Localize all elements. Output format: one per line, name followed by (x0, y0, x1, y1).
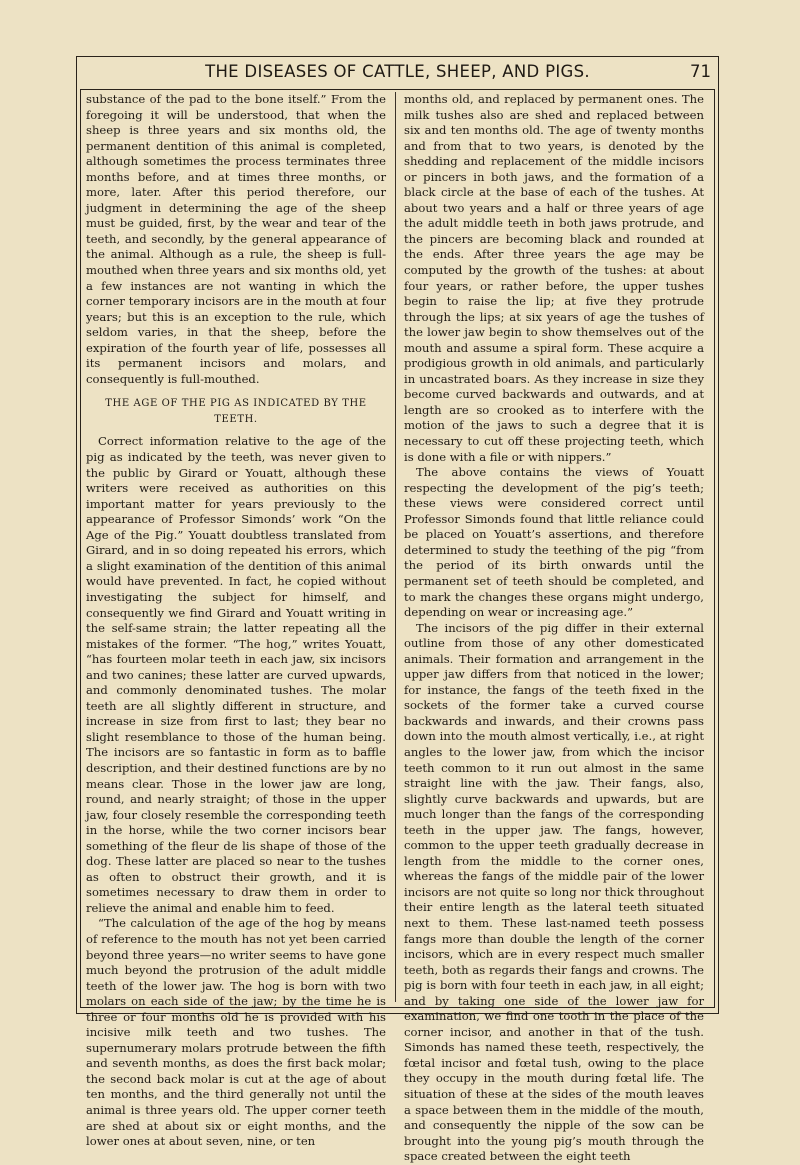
left-column (86, 92, 386, 1150)
running-head (80, 60, 715, 86)
paragraph: months old, and replaced by permanent ones. The milk tushes also are shed and replaced between six and ten months old. The age of twenty months and from that to two years, is denoted by the shedding and replacement of the middle incisors or pincers in both jaws, and the formation of a black circle at the base of each of the tushes. At about two years and a half or three years of age the adult middle teeth in both jaws protrude, and the pincers are becoming black and rounded at the ends. After three years the age may be computed by the growth of the tushes: at about four years, or rather before, the upper tushes begin to raise the lip; at five they protrude through the lips; at six years of age the tushes of the lower jaw begin to show themselves out of the mouth and assume a spiral form. These acquire a prodigious growth in old animals, and particularly in uncastrated boars. As they increase in size they become curved backwards and outwards, and at length are so crooked as to interfere with the motion of the jaws to such a degree that it is necessary to cut off these projecting teeth, which is done with a file or with nippers.” (404, 92, 704, 464)
right-column (404, 92, 704, 1165)
paragraph: Correct information relative to the age of the pig as indicated by the teeth, was never given to the public by Girard or Youatt, although these writers were received as authorities on this important matter for years previously to the appearance of Professor Simonds’ work “On the Age of the Pig.” Youatt doubtless translated from Girard, and in so doing repeated his errors, which a slight examination of the dentition of this animal would have prevented. In fact, he copied without investigating the subject for himself, and consequently we find Girard and Youatt writing in the self-same strain; the latter repeating all the mistakes of the former. “The hog,” writes Youatt, “has fourteen molar teeth in each jaw, six incisors and two canines; these latter are curved upwards, and commonly denominated tushes. The molar teeth are all slightly different in structure, and increase in size from first to last; they bear no slight resemblance to those of the human being. The incisors are so fantastic in form as to baffle description, and their destined functions are by no means clear. Those in the lower jaw are long, round, and nearly straight; of those in the upper jaw, four closely resemble the corresponding teeth in the horse, while the two corner incisors bear something of the fleur de lis shape of those of the dog. These latter are placed so near to the tushes as often to obstruct their growth, and it is sometimes necessary to draw them in order to relieve the animal and enable him to feed. (86, 434, 386, 915)
paragraph: “The calculation of the age of the hog by means of reference to the mouth has not yet been carried beyond three years—no writer seems to have gone much beyond the protrusion of the adult middle teeth of the lower jaw. The hog is born with two molars on each side of the jaw; by the time he is three or four months old he is provided with his incisive milk teeth and two tushes. The supernumerary molars protrude between the fifth and seventh months, as does the first back molar; the second back molar is cut at the age of about ten months, and the third generally not until the animal is three years old. The upper corner teeth are shed at about six or eight months, and the lower ones at about seven, nine, or ten (86, 916, 386, 1149)
paragraph: The incisors of the pig differ in their external outline from those of any other domesticated animals. Their formation and arrangement in the upper jaw differs from that noticed in the lower; for instance, the fangs of the teeth fixed in the sockets of the former take a curved course backwards and inwards, and their crowns pass down into the mouth almost vertically, i.e., at right angles to the lower jaw, from which the incisor teeth common to it run out almost in the same straight line with the jaw. Their fangs, also, slightly curve backwards and upwards, but are much longer than the fangs of the corresponding teeth in the upper jaw. The fangs, however, common to the upper teeth gradually decrease in length from the middle to the corner ones, whereas the fangs of the middle pair of the lower incisors are not quite so long nor thick throughout their entire length as the lateral teeth situated next to them. These last-named teeth possess fangs more than double the length of the corner incisors, which are in every respect much smaller teeth, both as regards their fangs and crowns. The pig is born with four teeth in each jaw, in all eight; and by taking one side of the lower jaw for examination, we find one tooth in the place of the corner incisor, and another in that of the tush. Simonds has named these teeth, respectively, the fœtal incisor and fœtal tush, owing to the place they occupy in the mouth during fœtal life. The situation of these at the sides of the mouth leaves a space between them in the middle of the mouth, and consequently the nipple of the sow can be brought into the young pig’s mouth through the space created between the eight teeth (404, 620, 704, 1164)
paragraph: The above contains the views of Youatt respecting the development of the pig’s teeth; these views were considered correct until Professor Simonds found that little reliance could be placed on Youatt’s assertions, and therefore determined to study the teething of the pig “from the period of its birth onwards until the permanent set of teeth should be completed, and to mark the changes these organs might undergo, depending on wear or increasing age.” (404, 465, 704, 620)
column-divider (395, 92, 396, 1002)
running-title: THE DISEASES OF CATTLE, SHEEP, AND PIGS. (205, 62, 590, 81)
paragraph: substance of the pad to the bone itself.” From the foregoing it will be understood, that when the sheep is three years and six months old, the permanent dentition of this animal is completed, although sometimes the process terminates three months before, and at times three months, or more, later. After this period therefore, our judgment in determining the age of the sheep must be guided, first, by the wear and tear of the teeth, and secondly, by the general appearance of the animal. Although as a rule, the sheep is full-mouthed when three years and six months old, yet a few instances are not wanting in which the corner temporary incisors are in the mouth at four years; but this is an exception to the rule, which seldom varies, in that the sheep, before the expiration of the fourth year of life, possesses all its permanent incisors and molars, and consequently is full-mouthed. (86, 92, 386, 386)
section-heading: THE AGE OF THE PIG AS INDICATED BY THE TEETH. (105, 398, 367, 425)
page-number: 71 (690, 62, 711, 81)
